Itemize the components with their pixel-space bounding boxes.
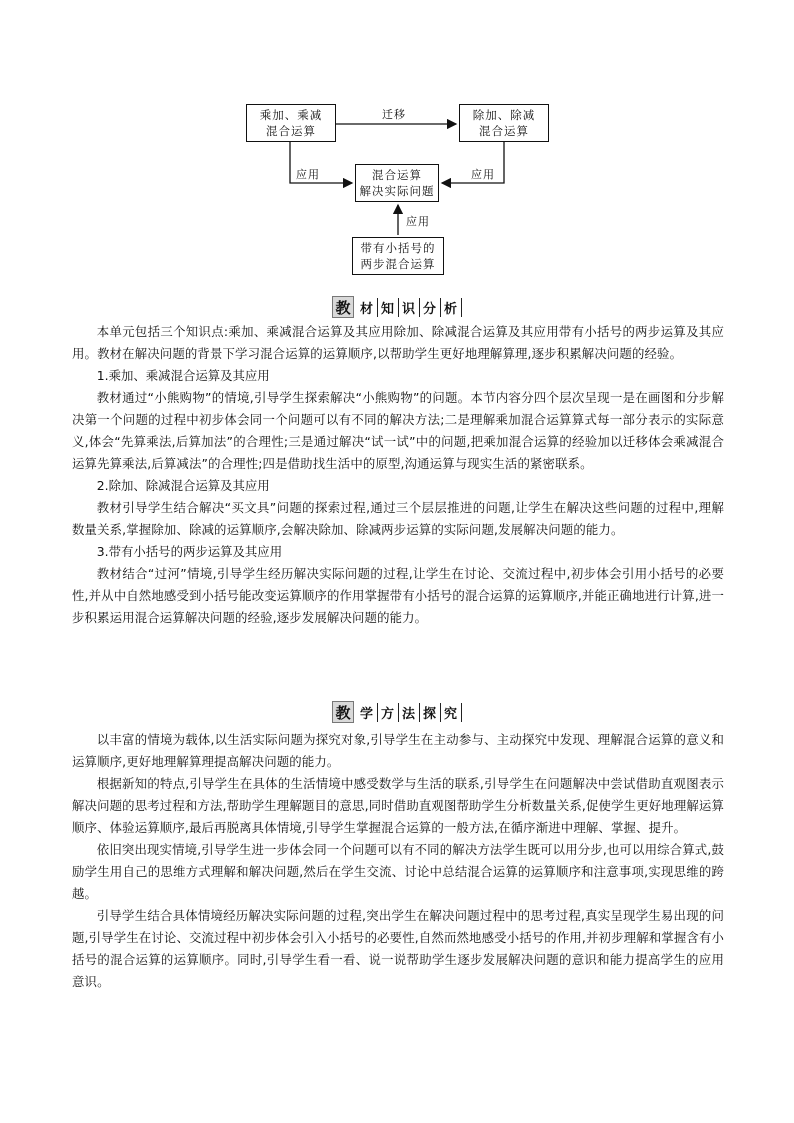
section-heading-teaching-methods (0, 701, 794, 723)
subheading: 2.除加、除减混合运算及其应用 (96, 478, 270, 493)
box-multiply-add-subtract: 乘加、乘减 混合运算 (246, 104, 336, 142)
paragraph: 引导学生结合具体情境经历解决实际问题的过程,突出学生在解决问题过程中的思考过程,真实呈现学生易出现的问题,引导学生在讨论、交流过程中初步体会引入小括号的必要性,自然而然地感受小括号的作用,并初步理解和掌握含有小括号的混合运算的运算顺序。同时,引导学生看一看、说一说帮助学生逐步发展解决问题的意识和能力提高学生的应用意识。 (72, 908, 724, 989)
paragraph: 教材结合“过河”情境,引导学生经历解决实际问题的过程,让学生在讨论、交流过程中,初步体会引用小括号的必要性,并从中自然地感受到小括号能改变运算顺序的作用掌握带有小括号的混合运算的运算顺序,并能正确地进行计算,进一步积累运用混合运算解决问题的经验,逐步发展解决问题的能力。 (72, 566, 724, 625)
title-char: 分 (420, 298, 441, 317)
box-mixed-operation-problems: 混合运算 解决实际问题 (355, 164, 439, 202)
edge-label-transfer: 迁移 (382, 108, 406, 121)
section-badge: 教 (332, 296, 354, 318)
subheading: 1.乘加、乘减混合运算及其应用 (96, 368, 270, 383)
paragraph: 依旧突出现实情境,引导学生进一步体会同一个问题可以有不同的解决方法学生既可以用分步,也可以用综合算式,鼓励学生用自己的思维方式理解和解决问题,然后在学生交流、讨论中总结混合运算的运算顺序和注意事项,实现思维的跨越。 (72, 842, 724, 901)
section-body-textbook-analysis (72, 321, 724, 629)
section-badge: 教 (332, 701, 354, 723)
edge-label-apply-bottom: 应用 (406, 215, 430, 228)
box-divide-add-subtract: 除加、除减 混合运算 (459, 104, 549, 142)
title-char: 究 (441, 703, 462, 722)
paragraph: 本单元包括三个知识点:乘加、乘减混合运算及其应用除加、除减混合运算及其应用带有小括号的两步运算及其应用。教材在解决问题的背景下学习混合运算的运算顺序,以帮助学生更好地理解算理,逐步积累解决问题的经验。 (72, 324, 724, 361)
section-title (357, 703, 462, 722)
title-char: 识 (399, 298, 420, 317)
paragraph: 根据新知的特点,引导学生在具体的生活情境中感受数学与生活的联系,引导学生在问题解决中尝试借助直观图表示解决问题的思考过程和方法,帮助学生理解题目的意思,同时借助直观图帮助学生分析数量关系,促使学生更好地理解运算顺序、体验运算顺序,最后再脱离具体情境,引导学生掌握混合运算的一般方法,在循序渐进中理解、掌握、提升。 (72, 776, 724, 835)
paragraph: 教材通过“小熊购物”的情境,引导学生探索解决“小熊购物”的问题。本节内容分四个层次呈现一是在画图和分步解决第一个问题的过程中初步体会同一个问题可以有不同的解决方法;二是理解乘加混合运算算式每一部分表示的实际意义,体会“先算乘法,后算加法”的合理性;三是通过解决“试一试”中的问题,把乘加混合运算的经验加以迁移体会乘减混合运算先算乘法,后算减法”的合理性;四是借助找生活中的原型,沟通运算与现实生活的紧密联系。 (72, 390, 724, 471)
edge-label-apply-right: 应用 (471, 168, 495, 181)
box-parentheses-two-step: 带有小括号的 两步混合运算 (352, 237, 444, 275)
edge-label-apply-left: 应用 (296, 168, 320, 181)
title-char: 法 (399, 703, 420, 722)
section-title (357, 298, 462, 317)
flow-diagram (0, 0, 794, 290)
title-char: 知 (378, 298, 399, 317)
section-body-teaching-methods (72, 729, 724, 993)
paragraph: 教材引导学生结合解决“买文具”问题的探索过程,通过三个层层推进的问题,让学生在解决这些问题的过程中,理解数量关系,掌握除加、除减的运算顺序,会解决除加、除减两步运算的实际问题,发展解决问题的能力。 (72, 500, 725, 537)
section-heading-textbook-analysis (0, 296, 794, 318)
subheading: 3.带有小括号的两步运算及其应用 (96, 544, 283, 559)
title-char: 探 (420, 703, 441, 722)
paragraph: 以丰富的情境为载体,以生活实际问题为探究对象,引导学生在主动参与、主动探究中发现、理解混合运算的意义和运算顺序,更好地理解算理提高解决问题的能力。 (72, 732, 724, 769)
title-char: 析 (441, 298, 462, 317)
title-char: 学 (357, 703, 378, 722)
title-char: 方 (378, 703, 399, 722)
title-char: 材 (357, 298, 378, 317)
